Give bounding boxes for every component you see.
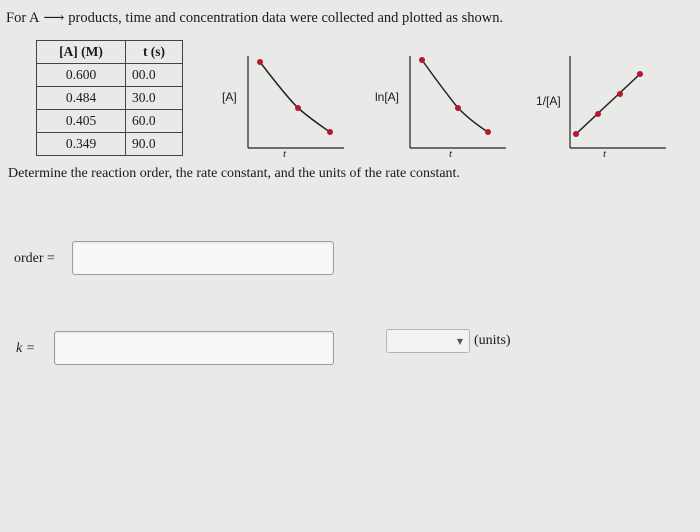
graph-ln-ylabel: ln[A] [375,90,400,104]
table-cell: 90.0 [126,133,183,156]
question-text: Determine the reaction order, the rate constant, and the units of the rate constant. [8,166,460,181]
data-point [295,105,301,111]
graph-reciprocal-ylabel: 1/[A] [536,94,561,108]
concentration-time-table [36,40,183,156]
data-point [595,111,601,117]
table-cell: 0.349 [37,133,126,156]
data-point [419,57,425,63]
prompt-prefix: For A [6,10,40,26]
table-cell: 0.405 [37,110,126,133]
data-curve [422,60,488,132]
data-point [573,131,579,137]
table-cell: 00.0 [126,64,183,87]
data-point [257,59,263,65]
reaction-arrow-icon: ⟶ [43,10,65,26]
data-line [576,74,640,134]
data-point [327,129,333,135]
table-cell: 0.600 [37,64,126,87]
table-header-concentration: [A] (M) [37,41,126,64]
order-label: order = [14,251,55,266]
table-cell: 0.484 [37,87,126,110]
table-cell: 60.0 [126,110,183,133]
graph-concentration-xlabel: t [283,148,287,160]
table-row [37,110,183,133]
graph-ln-concentration-vs-time [408,52,508,152]
rate-constant-input[interactable] [54,331,334,365]
graph-concentration-ylabel: [A] [222,90,237,104]
prompt-suffix: products, time and concentration data were collected and plotted as shown. [68,10,504,26]
data-curve [260,62,330,132]
table-row [37,133,183,156]
table-row [37,64,183,87]
table-row [37,87,183,110]
data-point [455,105,461,111]
data-point [617,91,623,97]
problem-prompt [6,10,503,27]
data-point [485,129,491,135]
units-label: (units) [474,333,511,348]
graph-reciprocal-concentration-vs-time [568,52,668,152]
data-point [637,71,643,77]
graph-reciprocal-xlabel: t [603,148,607,160]
k-label: k = [16,341,36,356]
table-header-time: t (s) [126,41,183,64]
chevron-down-icon: ▼ [456,337,463,346]
graph-ln-xlabel: t [449,148,453,160]
units-dropdown[interactable] [386,329,470,353]
graph-concentration-vs-time [246,52,346,152]
table-cell: 30.0 [126,87,183,110]
order-input[interactable] [72,241,334,275]
table-header-row [37,41,183,64]
